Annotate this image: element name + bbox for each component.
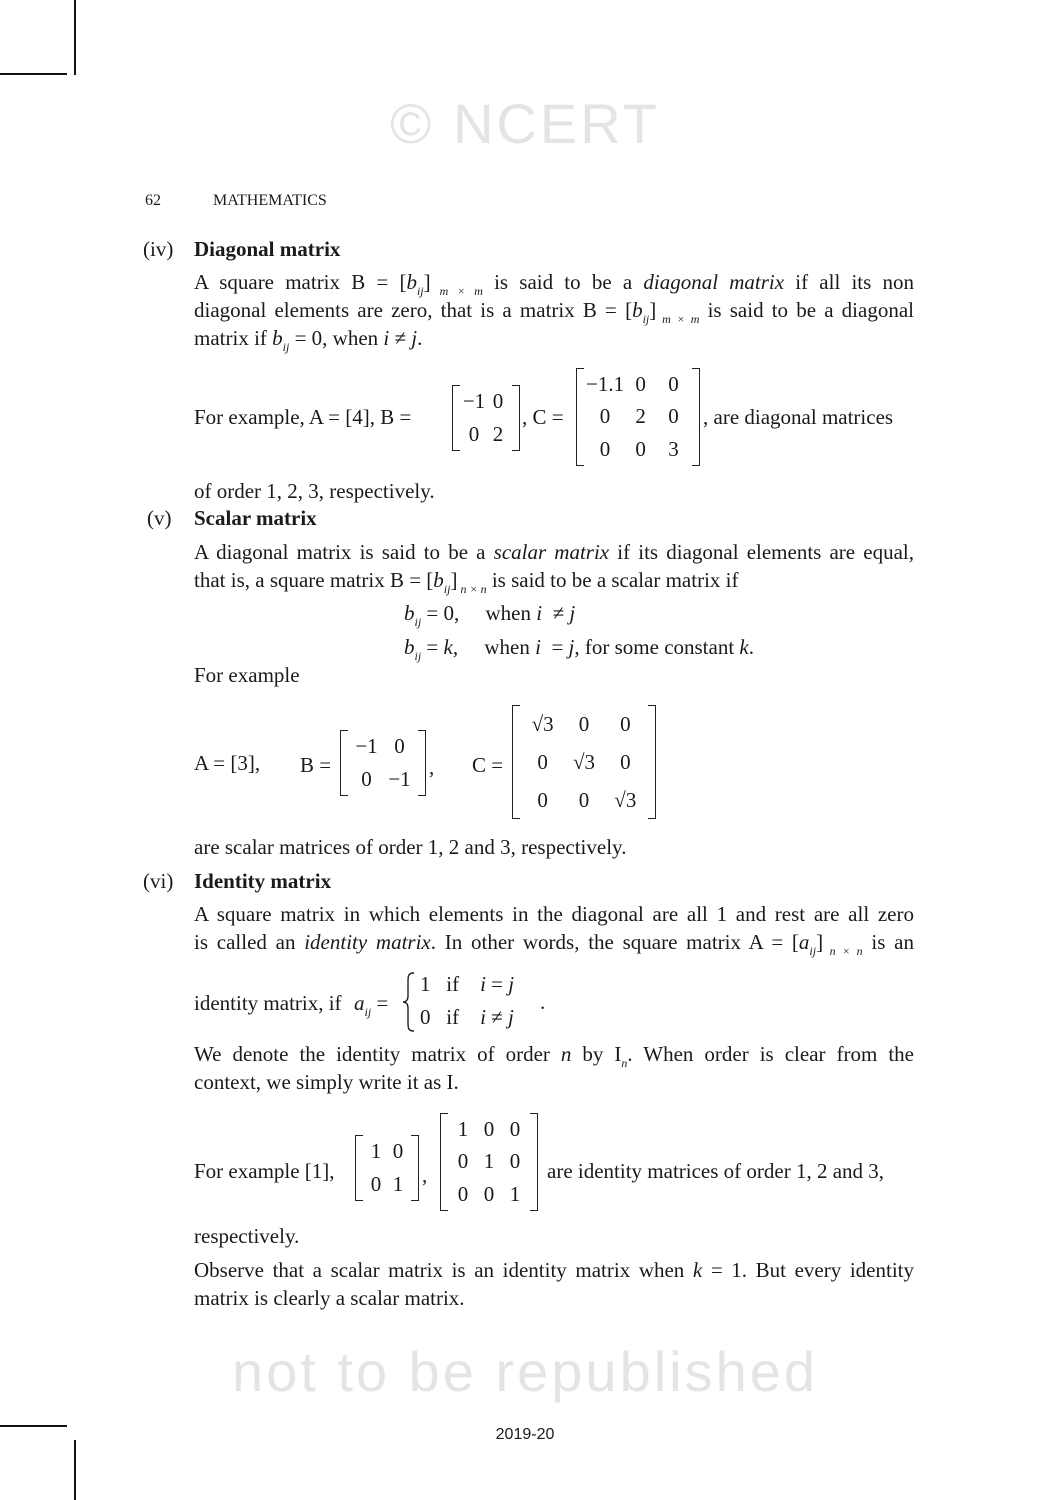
right-bracket <box>512 385 520 451</box>
paragraph-line <box>194 540 914 564</box>
left-bracket <box>512 705 520 819</box>
example-text: C = <box>472 753 504 777</box>
matrix-cell: 1 <box>392 1172 404 1196</box>
text-run: i <box>480 1005 486 1029</box>
text-run: a <box>354 991 365 1015</box>
paragraph-line <box>194 1286 465 1310</box>
section-title: Identity matrix <box>194 869 332 893</box>
text-run: = <box>421 635 444 659</box>
definition-case <box>420 1005 514 1029</box>
text-run: b <box>632 298 643 322</box>
definition-lhs <box>354 991 388 1024</box>
right-bracket <box>418 730 426 796</box>
text-run: ≠ <box>542 601 570 625</box>
matrix-i3 <box>440 1113 538 1211</box>
paragraph-line: are scalar matrices of order 1, 2 and 3, respectively. <box>194 835 627 859</box>
footer-year: 2019-20 <box>495 1426 555 1443</box>
right-bracket <box>530 1113 538 1211</box>
matrix-cell: 0 <box>620 749 631 774</box>
matrix-cell: 0 <box>457 1149 469 1174</box>
text-run: if all its non <box>784 270 915 294</box>
example-text: are identity matrices of order 1, 2 and 3, <box>547 1159 885 1183</box>
text-run: ] <box>423 270 431 294</box>
text-run: diagonal matrix <box>643 270 785 294</box>
text-run: ≠ <box>485 1005 508 1029</box>
matrix-cell: 0 <box>483 1116 495 1141</box>
watermark: © NCERT <box>390 92 660 155</box>
text-run: m × m <box>430 284 483 298</box>
right-bracket <box>692 368 700 466</box>
matrix-cell: 0 <box>457 1182 469 1207</box>
text-run: 0 if <box>420 1005 481 1029</box>
text-run: A square matrix in which elements in the diagonal are all 1 and rest are all zero <box>194 902 914 926</box>
matrix-cell: 0 <box>492 389 504 413</box>
section-number: (v) <box>147 506 172 530</box>
text-run: n <box>621 1056 628 1070</box>
matrix-i2 <box>355 1135 419 1201</box>
paragraph-line <box>194 326 422 359</box>
paragraph-line <box>194 568 739 601</box>
text-run: n <box>560 1042 572 1066</box>
running-title: MATHEMATICS <box>213 192 327 209</box>
matrix-cell: 0 <box>509 1149 521 1174</box>
matrix-cell: 0 <box>370 1172 382 1196</box>
watermark: not to be republished <box>231 1340 819 1403</box>
text-run: b <box>272 326 283 350</box>
text-run: 1 if <box>420 972 481 996</box>
text-run: is said to be a <box>482 270 644 294</box>
text-run: ] <box>450 568 458 592</box>
matrix-cell: 0 <box>578 787 590 812</box>
matrix-cell: −1 <box>388 767 411 791</box>
matrix-cell: 0 <box>599 437 611 462</box>
text-run: identity matrix <box>304 930 431 954</box>
left-bracket <box>452 385 460 451</box>
text-run: Observe that a scalar matrix is an identity matrix when <box>194 1258 693 1282</box>
text-run: k <box>692 1258 703 1282</box>
text-run: i <box>535 635 541 659</box>
text-run: , when <box>452 635 536 659</box>
matrix-cell: 0 <box>483 1182 495 1207</box>
paragraph-line <box>194 298 914 326</box>
text-run: . <box>417 326 423 350</box>
text-run: if its diagonal elements are equal, <box>609 540 914 564</box>
text-run: is called an <box>194 930 305 954</box>
text-run: ij <box>416 284 424 298</box>
example-text: B = <box>300 753 332 777</box>
paragraph-line <box>194 1258 914 1282</box>
text-run: scalar matrix <box>493 540 610 564</box>
text-run: . <box>748 635 754 659</box>
matrix-cell: 1 <box>483 1149 495 1174</box>
text-run: = 0, when <box>421 601 537 625</box>
matrix-cell: 0 <box>361 767 372 791</box>
text-run: = 0, when <box>289 326 384 350</box>
text-run: A diagonal matrix is said to be a <box>194 540 494 564</box>
text-run: k <box>739 635 749 659</box>
condition <box>404 601 575 634</box>
text-run: ≠ <box>389 326 412 350</box>
example-text: , <box>422 1163 428 1187</box>
matrix-cell: 1 <box>457 1116 469 1141</box>
text-run: is said to be a diagonal <box>699 298 914 322</box>
right-bracket <box>648 705 656 819</box>
crop-mark <box>74 1440 76 1500</box>
matrix-b <box>452 385 520 451</box>
text-run: ij <box>443 582 451 596</box>
matrix-cell: √3 <box>614 787 637 812</box>
matrix-cell: 0 <box>668 404 679 429</box>
example-text: A = [3], <box>194 751 261 775</box>
example-text: For example, A = [4], B = <box>194 405 412 429</box>
text-run: i <box>383 326 390 350</box>
crop-mark <box>0 73 67 75</box>
left-bracket <box>576 368 584 466</box>
text-run: context, we simply write it as I. <box>194 1070 459 1094</box>
text-run: We denote the identity matrix of order <box>194 1042 561 1066</box>
brace-icon <box>402 972 416 1032</box>
example-text: , C = <box>522 405 564 429</box>
text-run: is an <box>862 930 915 954</box>
left-bracket <box>340 730 348 796</box>
text-run: = 1. But every identity <box>702 1258 914 1282</box>
matrix-grid <box>450 1113 528 1211</box>
example-text: For example [1], <box>194 1159 335 1183</box>
matrix-c <box>512 705 656 819</box>
matrix-b <box>340 730 426 796</box>
text-run: ij <box>414 649 422 663</box>
definition-text: identity matrix, if <box>194 991 342 1015</box>
paragraph-line <box>194 902 914 926</box>
text-run: a <box>798 930 810 954</box>
text-run: b <box>433 568 444 592</box>
definition-text: . <box>540 990 546 1014</box>
matrix-cell: 1 <box>370 1139 382 1163</box>
page-number: 62 <box>145 192 161 209</box>
crop-mark <box>74 0 76 75</box>
paragraph-line <box>194 1070 459 1094</box>
matrix-cell: 0 <box>509 1116 521 1141</box>
text-run: = <box>485 972 509 996</box>
example-text: , are diagonal matrices <box>703 405 894 429</box>
text-run: is said to be a scalar matrix if <box>486 568 739 592</box>
matrix-cell: √3 <box>572 749 595 774</box>
text-run: A square matrix B = [ <box>194 270 407 294</box>
matrix-cell: 2 <box>635 404 646 429</box>
text-run: . When order is clear from the <box>627 1042 914 1066</box>
matrix-cell: 0 <box>468 422 480 446</box>
text-run: ij <box>414 615 422 629</box>
matrix-cell: −1 <box>462 389 486 413</box>
matrix-grid <box>350 730 416 796</box>
text-run: matrix is clearly a scalar matrix. <box>194 1286 465 1310</box>
matrix-cell: 0 <box>635 437 646 462</box>
paragraph-line <box>194 1042 914 1070</box>
text-run: that is, a square matrix B = [ <box>194 568 434 592</box>
example-text: , <box>429 755 435 779</box>
text-run: b <box>406 270 417 294</box>
matrix-cell: 0 <box>668 371 679 396</box>
text-run: matrix if <box>194 326 273 350</box>
text-run: ij <box>642 312 650 326</box>
text-run: ij <box>364 1005 372 1019</box>
matrix-cell: 0 <box>394 734 405 758</box>
matrix-grid <box>462 385 510 451</box>
text-run: , for some constant <box>574 635 740 659</box>
text-run: n × n <box>457 582 487 596</box>
matrix-cell: 1 <box>509 1182 521 1207</box>
matrix-cell: 0 <box>537 787 548 812</box>
text-run: m × m <box>656 312 700 326</box>
paragraph-line <box>194 930 915 958</box>
text-run: . In other words, the square matrix A = [ <box>430 930 799 954</box>
text-run: ij <box>282 340 290 354</box>
definition-case <box>420 972 514 996</box>
matrix-cell: −1 <box>355 734 378 758</box>
matrix-cell: 0 <box>599 404 611 429</box>
text-run: ij <box>809 944 817 958</box>
matrix-cell: √3 <box>531 711 554 736</box>
text-run: j <box>411 326 418 350</box>
matrix-cell: 3 <box>668 437 679 462</box>
text-run: j <box>569 601 576 625</box>
matrix-grid <box>586 368 690 466</box>
matrix-cell: 0 <box>578 711 590 736</box>
section-number: (vi) <box>143 869 174 893</box>
text-run: ] <box>816 930 824 954</box>
text-run: i <box>480 972 486 996</box>
paragraph-line: For example <box>194 663 300 687</box>
text-run: = <box>540 635 569 659</box>
matrix-cell: −1.1 <box>586 371 625 396</box>
matrix-cell: 2 <box>492 422 504 446</box>
text-run: j <box>507 1005 514 1029</box>
matrix-c <box>576 368 700 466</box>
text-run: diagonal elements are zero, that is a matrix B = [ <box>194 298 633 322</box>
left-bracket <box>355 1135 363 1201</box>
matrix-grid <box>365 1135 409 1201</box>
section-title: Diagonal matrix <box>194 237 341 261</box>
section-title: Scalar matrix <box>194 506 317 530</box>
paragraph-line <box>194 270 915 298</box>
text-run: j <box>508 972 515 996</box>
section-number: (iv) <box>143 237 174 261</box>
text-run: ] <box>649 298 657 322</box>
left-bracket <box>440 1113 448 1211</box>
matrix-cell: 0 <box>620 711 631 736</box>
matrix-grid <box>522 705 646 819</box>
paragraph-line: respectively. <box>194 1224 300 1248</box>
text-run: b <box>404 635 415 659</box>
text-run: n × n <box>823 944 863 958</box>
text-run: = <box>371 991 389 1015</box>
text-run: k <box>443 635 453 659</box>
paragraph-line: of order 1, 2, 3, respectively. <box>194 479 435 503</box>
matrix-cell: 0 <box>635 371 646 396</box>
condition <box>404 635 754 668</box>
right-bracket <box>411 1135 419 1201</box>
text-run: j <box>568 635 575 659</box>
matrix-cell: 0 <box>537 749 548 774</box>
text-run: b <box>404 601 415 625</box>
text-run: i <box>536 601 543 625</box>
text-run: by I <box>571 1042 622 1066</box>
matrix-cell: 0 <box>392 1139 404 1163</box>
